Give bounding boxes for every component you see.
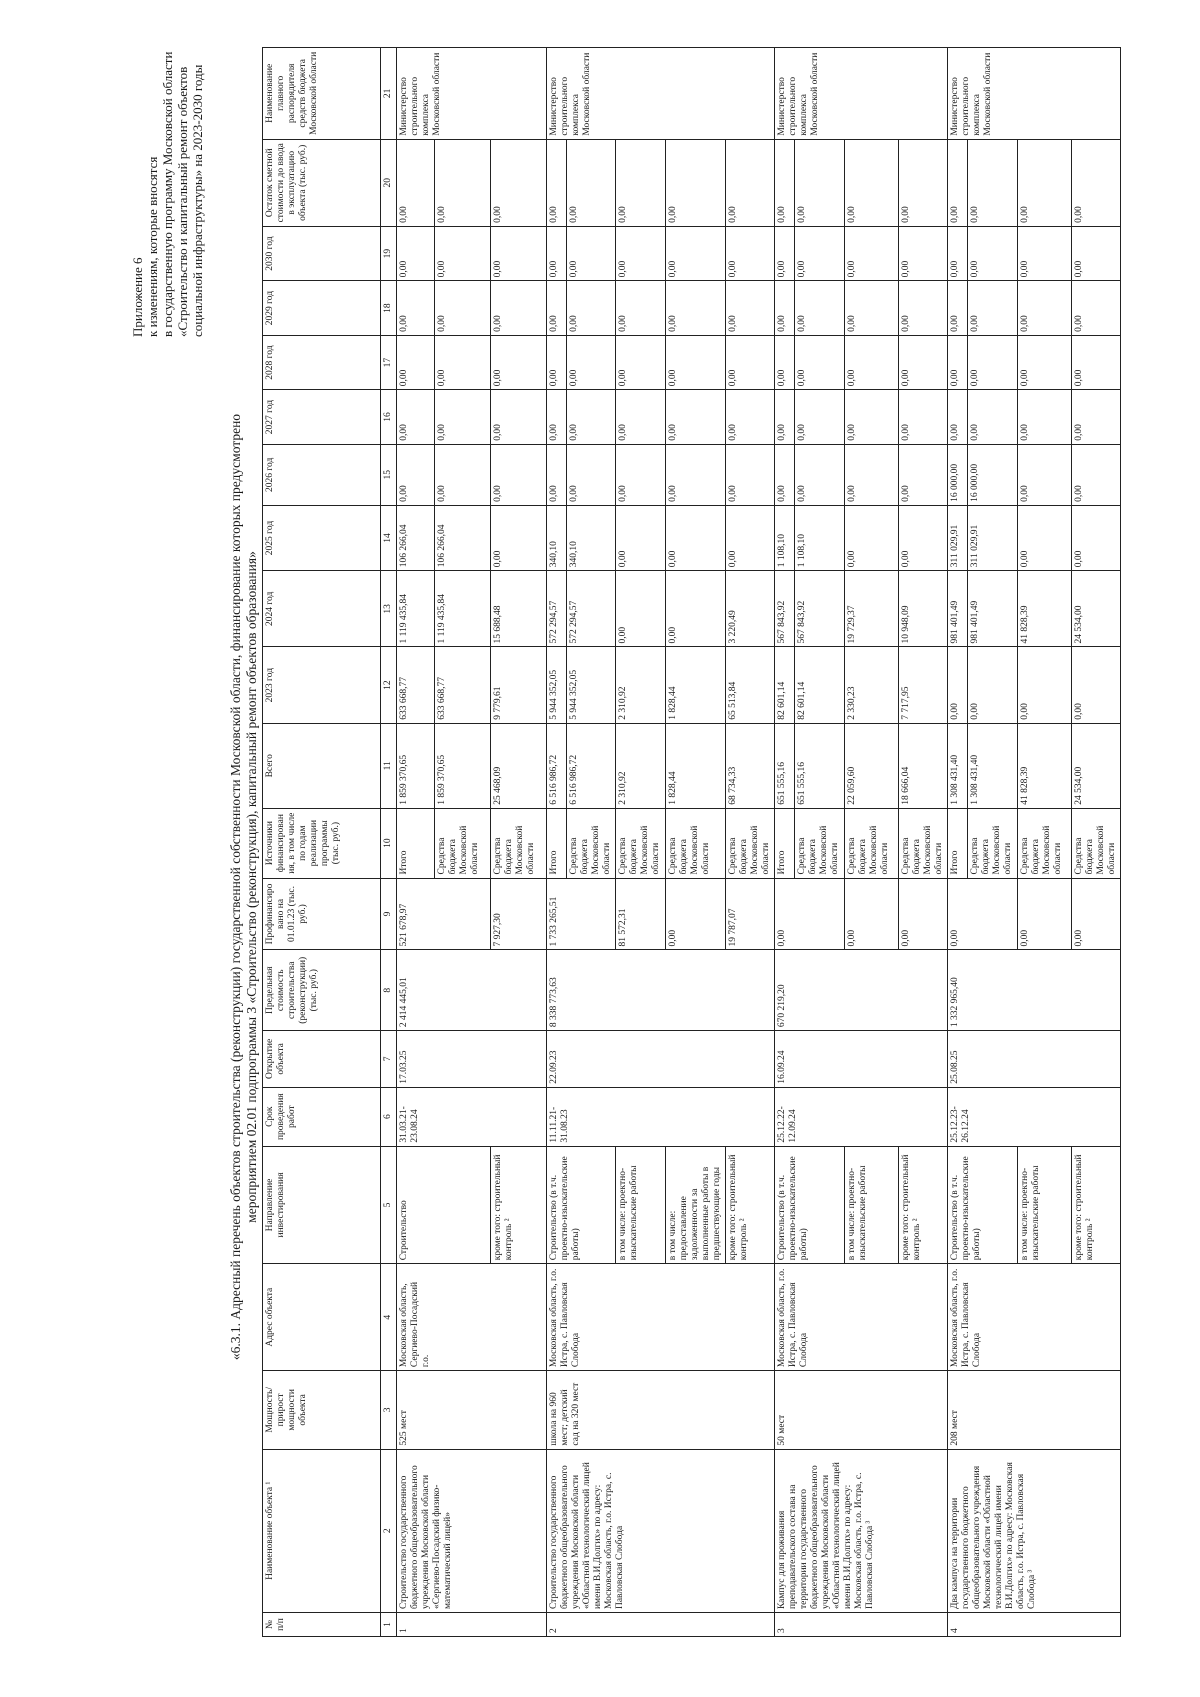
amount-2026: 0,00 <box>726 444 775 505</box>
header-cell: Наименование главного распорядителя средств бюджета Московской области <box>263 48 381 140</box>
amount-2026: 16 000,00 <box>948 444 968 505</box>
amount-2030: 0,00 <box>845 226 899 280</box>
amount-2023: 0,00 <box>1018 647 1072 723</box>
amount-2025: 0,00 <box>845 505 899 570</box>
limit-cost: 8 338 773,63 <box>547 950 775 1031</box>
financed-amount: 0,00 <box>845 878 899 950</box>
amount-2026: 16 000,00 <box>968 444 1018 505</box>
remaining-cost: 0,00 <box>948 139 968 226</box>
object-capacity: школа на 960 мест; детский сад на 320 мест <box>547 1371 775 1449</box>
object-address: Московская область, Сергиево-Посадский г.о. <box>397 1264 547 1371</box>
financed-amount: 0,00 <box>1072 878 1121 950</box>
amount-total: 25 468,09 <box>491 723 547 808</box>
header-cell: Открытие объекта <box>263 1031 381 1088</box>
amount-2028: 0,00 <box>795 335 845 389</box>
amount-2023: 5 944 352,05 <box>547 647 567 723</box>
amount-2025: 1 108,10 <box>795 505 845 570</box>
amount-2028: 0,00 <box>845 335 899 389</box>
column-number: 15 <box>381 444 397 505</box>
work-period: 11.11.21-31.08.23 <box>547 1087 775 1146</box>
opening-date: 16.09.24 <box>775 1031 948 1088</box>
amount-2027: 0,00 <box>435 390 491 444</box>
amount-2024: 567 843,92 <box>775 571 795 647</box>
amount-2030: 0,00 <box>567 226 616 280</box>
remaining-cost: 0,00 <box>666 139 726 226</box>
funding-source: Средства бюджета Московской области <box>1018 808 1072 878</box>
amount-2023: 82 601,14 <box>775 647 795 723</box>
amount-2028: 0,00 <box>1018 335 1072 389</box>
opening-date: 25.08.25 <box>948 1031 1121 1088</box>
object-address: Московская область, г.о. Истра, с. Павловская Слобода <box>547 1264 775 1371</box>
amount-2025: 340,10 <box>567 505 616 570</box>
column-number: 13 <box>381 571 397 647</box>
appendix-line: социальной инфраструктуры» на 2023-2030 годы <box>190 64 205 337</box>
amount-2023: 0,00 <box>968 647 1018 723</box>
funding-source: Средства бюджета Московской области <box>726 808 775 878</box>
investment-direction: в том числе: проектно-изыскательские работы <box>1018 1146 1072 1264</box>
funding-source: Итого <box>948 808 968 878</box>
amount-2027: 0,00 <box>726 390 775 444</box>
header-cell: 2027 год <box>263 390 381 444</box>
amount-total: 651 555,16 <box>775 723 795 808</box>
amount-total: 1 828,44 <box>666 723 726 808</box>
funding-source: Средства бюджета Московской области <box>968 808 1018 878</box>
header-cell: Срок проведения работ <box>263 1087 381 1146</box>
object-capacity: 50 мест <box>775 1371 948 1449</box>
row-number: 2 <box>547 1613 775 1637</box>
address-list-table <box>262 47 1121 1637</box>
amount-2025: 311 029,91 <box>948 505 968 570</box>
amount-2030: 0,00 <box>726 226 775 280</box>
remaining-cost: 0,00 <box>1018 139 1072 226</box>
amount-2027: 0,00 <box>567 390 616 444</box>
amount-2030: 0,00 <box>1072 226 1121 280</box>
amount-2023: 1 828,44 <box>666 647 726 723</box>
amount-2027: 0,00 <box>948 390 968 444</box>
title-line: мероприятием 02.01 подпрограммы 3 «Строительство (реконструкция), капитальный ремонт объектов образования» <box>244 551 259 1223</box>
amount-2029: 0,00 <box>567 281 616 335</box>
amount-2027: 0,00 <box>845 390 899 444</box>
work-period: 25.12.22-12.09.24 <box>775 1087 948 1146</box>
amount-2029: 0,00 <box>397 281 435 335</box>
column-number-row <box>381 48 397 1637</box>
amount-2029: 0,00 <box>845 281 899 335</box>
amount-2023: 65 513,84 <box>726 647 775 723</box>
amount-2027: 0,00 <box>968 390 1018 444</box>
opening-date: 17.03.25 <box>397 1031 547 1088</box>
column-number: 1 <box>381 1613 397 1637</box>
header-cell: 2025 год <box>263 505 381 570</box>
column-number: 16 <box>381 390 397 444</box>
investment-direction: в том числе: проектно-изыскательские работы <box>616 1146 666 1264</box>
amount-2027: 0,00 <box>666 390 726 444</box>
amount-total: 18 666,04 <box>899 723 948 808</box>
financed-amount: 81 572,31 <box>616 878 666 950</box>
appendix-header <box>130 52 205 337</box>
column-number: 2 <box>381 1449 397 1612</box>
remaining-cost: 0,00 <box>726 139 775 226</box>
amount-2025: 0,00 <box>899 505 948 570</box>
amount-total: 1 859 370,65 <box>397 723 435 808</box>
amount-2024: 15 688,48 <box>491 571 547 647</box>
amount-2026: 0,00 <box>899 444 948 505</box>
funding-source: Средства бюджета Московской области <box>666 808 726 878</box>
investment-direction: кроме того: строительный контроль ² <box>726 1146 775 1264</box>
amount-2026: 0,00 <box>397 444 435 505</box>
funding-source: Итого <box>775 808 795 878</box>
header-row <box>263 48 381 1637</box>
amount-2025: 0,00 <box>616 505 666 570</box>
amount-2029: 0,00 <box>1018 281 1072 335</box>
object-name: Строительство государственного бюджетного общеобразовательного учреждения Московской области «Сергиево-Посадский физико-математический лицей» <box>397 1449 547 1612</box>
title-line: «6.3.1. Адресный перечень объектов строительства (реконструкции) государственной собственности Московской области, финансирование которых предусмотрено <box>228 413 243 1361</box>
investment-direction: Строительство <box>397 1146 491 1264</box>
funding-source: Средства бюджета Московской области <box>616 808 666 878</box>
amount-2024: 0,00 <box>666 571 726 647</box>
chief-administrator: Министерство строительного комплекса Московской области <box>948 48 1121 140</box>
amount-2027: 0,00 <box>795 390 845 444</box>
amount-2027: 0,00 <box>491 390 547 444</box>
header-cell: Мощность/ прирост мощности объекта <box>263 1371 381 1449</box>
funding-source: Средства бюджета Московской области <box>567 808 616 878</box>
remaining-cost: 0,00 <box>899 139 948 226</box>
amount-2024: 567 843,92 <box>795 571 845 647</box>
column-number: 14 <box>381 505 397 570</box>
amount-2023: 633 668,77 <box>435 647 491 723</box>
amount-2027: 0,00 <box>616 390 666 444</box>
amount-2024: 19 729,37 <box>845 571 899 647</box>
object-name: Два кампуса на территории государственного бюджетного общеобразовательного учреждения Московской области «Областной технологический лицей имени В.И.Долгих» по адресу: Московская область, г.о. Истра, с. Павловская Слобода ³ <box>948 1449 1121 1612</box>
limit-cost: 2 414 445,01 <box>397 950 547 1031</box>
amount-2023: 0,00 <box>1072 647 1121 723</box>
amount-2029: 0,00 <box>726 281 775 335</box>
investment-direction: Строительство (в т.ч. проектно-изыскательские работы) <box>547 1146 616 1264</box>
header-cell: Предельная стоимость строительства (реконструкции) (тыс. руб.) <box>263 950 381 1031</box>
amount-2029: 0,00 <box>1072 281 1121 335</box>
amount-2024: 3 220,49 <box>726 571 775 647</box>
amount-2024: 0,00 <box>616 571 666 647</box>
amount-2023: 2 310,92 <box>616 647 666 723</box>
remaining-cost: 0,00 <box>1072 139 1121 226</box>
amount-2030: 0,00 <box>547 226 567 280</box>
amount-2025: 340,10 <box>547 505 567 570</box>
amount-total: 6 516 986,72 <box>567 723 616 808</box>
column-number: 21 <box>381 48 397 140</box>
appendix-line: к изменениям, которые вносятся <box>145 156 160 337</box>
appendix-line: «Строительство и капитальный ремонт объектов <box>175 66 190 337</box>
amount-2029: 0,00 <box>775 281 795 335</box>
funding-source: Средства бюджета Московской области <box>435 808 491 878</box>
amount-2028: 0,00 <box>726 335 775 389</box>
remaining-cost: 0,00 <box>567 139 616 226</box>
amount-total: 22 059,60 <box>845 723 899 808</box>
amount-2028: 0,00 <box>899 335 948 389</box>
remaining-cost: 0,00 <box>616 139 666 226</box>
amount-2030: 0,00 <box>491 226 547 280</box>
object-capacity: 208 мест <box>948 1371 1121 1449</box>
amount-2029: 0,00 <box>948 281 968 335</box>
financed-amount: 0,00 <box>1018 878 1072 950</box>
amount-2026: 0,00 <box>1018 444 1072 505</box>
limit-cost: 1 332 965,40 <box>948 950 1121 1031</box>
funding-source: Средства бюджета Московской области <box>1072 808 1121 878</box>
financed-amount: 0,00 <box>775 878 845 950</box>
header-cell: Всего <box>263 723 381 808</box>
object-2-row-1 <box>547 48 567 1637</box>
amount-2029: 0,00 <box>435 281 491 335</box>
investment-direction: кроме того: строительный контроль ² <box>1072 1146 1121 1264</box>
column-number: 11 <box>381 723 397 808</box>
column-number: 7 <box>381 1031 397 1088</box>
financed-amount: 19 787,07 <box>726 878 775 950</box>
amount-2028: 0,00 <box>775 335 795 389</box>
amount-2026: 0,00 <box>547 444 567 505</box>
amount-2024: 1 119 435,84 <box>397 571 435 647</box>
investment-direction: Строительство (в т.ч. проектно-изыскательские работы) <box>948 1146 1018 1264</box>
header-cell: Остаток сметной стоимости до ввода в эксплуатацию объекта (тыс. руб.) <box>263 139 381 226</box>
column-number: 10 <box>381 808 397 878</box>
amount-2023: 82 601,14 <box>795 647 845 723</box>
amount-2023: 9 779,61 <box>491 647 547 723</box>
amount-2026: 0,00 <box>666 444 726 505</box>
funding-source: Средства бюджета Московской области <box>899 808 948 878</box>
amount-total: 41 828,39 <box>1018 723 1072 808</box>
financed-amount: 0,00 <box>948 878 1018 950</box>
header-cell: № п/п <box>263 1613 381 1637</box>
amount-2023: 7 717,95 <box>899 647 948 723</box>
amount-2025: 0,00 <box>1072 505 1121 570</box>
investment-direction: в том числе: предоставление задолженности за выполненные работы в предшествующие годы <box>666 1146 726 1264</box>
amount-2029: 0,00 <box>899 281 948 335</box>
column-number: 17 <box>381 335 397 389</box>
investment-direction: Строительство (в т.ч. проектно-изыскательские работы) <box>775 1146 845 1264</box>
funding-source: Итого <box>397 808 435 878</box>
amount-2027: 0,00 <box>1072 390 1121 444</box>
amount-2028: 0,00 <box>567 335 616 389</box>
amount-2030: 0,00 <box>948 226 968 280</box>
column-number: 18 <box>381 281 397 335</box>
amount-2024: 572 294,57 <box>547 571 567 647</box>
amount-2026: 0,00 <box>775 444 795 505</box>
document-title <box>228 327 260 1447</box>
amount-2029: 0,00 <box>616 281 666 335</box>
amount-2025: 106 266,04 <box>435 505 491 570</box>
amount-2024: 981 401,49 <box>968 571 1018 647</box>
amount-2026: 0,00 <box>845 444 899 505</box>
amount-2030: 0,00 <box>1018 226 1072 280</box>
funding-source: Средства бюджета Московской области <box>795 808 845 878</box>
amount-2030: 0,00 <box>899 226 948 280</box>
column-number: 4 <box>381 1264 397 1371</box>
object-4-row-1 <box>948 48 968 1637</box>
financed-amount: 0,00 <box>666 878 726 950</box>
amount-2025: 0,00 <box>666 505 726 570</box>
amount-2024: 572 294,57 <box>567 571 616 647</box>
header-cell: 2026 год <box>263 444 381 505</box>
amount-total: 24 534,00 <box>1072 723 1121 808</box>
amount-2026: 0,00 <box>616 444 666 505</box>
header-cell: 2024 год <box>263 571 381 647</box>
amount-2030: 0,00 <box>616 226 666 280</box>
amount-2030: 0,00 <box>666 226 726 280</box>
amount-2028: 0,00 <box>948 335 968 389</box>
amount-2023: 2 330,23 <box>845 647 899 723</box>
amount-2026: 0,00 <box>567 444 616 505</box>
header-cell: Профинансировано на 01.01.23 (тыс. руб.) <box>263 878 381 950</box>
amount-2026: 0,00 <box>1072 444 1121 505</box>
amount-total: 651 555,16 <box>795 723 845 808</box>
amount-2030: 0,00 <box>968 226 1018 280</box>
column-number: 5 <box>381 1146 397 1264</box>
row-number: 1 <box>397 1613 547 1637</box>
chief-administrator: Министерство строительного комплекса Московской области <box>547 48 775 140</box>
amount-2029: 0,00 <box>666 281 726 335</box>
amount-2023: 633 668,77 <box>397 647 435 723</box>
amount-2028: 0,00 <box>547 335 567 389</box>
remaining-cost: 0,00 <box>795 139 845 226</box>
object-name: Строительство государственного бюджетного общеобразовательного учреждения Московской области «Областной технологический лицей имени В.И.Долгих» по адресу: Московская область, г.о. Истра, с. Павловская Слобода <box>547 1449 775 1612</box>
column-number: 20 <box>381 139 397 226</box>
remaining-cost: 0,00 <box>968 139 1018 226</box>
amount-2028: 0,00 <box>1072 335 1121 389</box>
financed-amount: 1 733 265,51 <box>547 878 616 950</box>
chief-administrator: Министерство строительного комплекса Московской области <box>775 48 948 140</box>
amount-2024: 1 119 435,84 <box>435 571 491 647</box>
amount-2025: 0,00 <box>491 505 547 570</box>
amount-2028: 0,00 <box>435 335 491 389</box>
object-address: Московская область, г.о. Истра, с. Павловская Слобода <box>948 1264 1121 1371</box>
amount-2025: 0,00 <box>1018 505 1072 570</box>
amount-2028: 0,00 <box>968 335 1018 389</box>
header-cell: 2028 год <box>263 335 381 389</box>
amount-2026: 0,00 <box>795 444 845 505</box>
amount-2029: 0,00 <box>547 281 567 335</box>
row-number: 3 <box>775 1613 948 1637</box>
amount-total: 6 516 986,72 <box>547 723 567 808</box>
appendix-line: в государственную программу Московской области <box>160 51 175 337</box>
funding-source: Средства бюджета Московской области <box>491 808 547 878</box>
header-cell: 2023 год <box>263 647 381 723</box>
amount-total: 2 310,92 <box>616 723 666 808</box>
column-number: 19 <box>381 226 397 280</box>
investment-direction: кроме того: строительный контроль ² <box>899 1146 948 1264</box>
funding-source: Средства бюджета Московской области <box>845 808 899 878</box>
column-number: 9 <box>381 878 397 950</box>
amount-2027: 0,00 <box>899 390 948 444</box>
column-number: 8 <box>381 950 397 1031</box>
column-number: 6 <box>381 1087 397 1146</box>
amount-total: 1 308 431,40 <box>968 723 1018 808</box>
remaining-cost: 0,00 <box>397 139 435 226</box>
amount-2023: 5 944 352,05 <box>567 647 616 723</box>
amount-2025: 311 029,91 <box>968 505 1018 570</box>
work-period: 31.03.21-23.08.24 <box>397 1087 547 1146</box>
amount-2027: 0,00 <box>397 390 435 444</box>
amount-2028: 0,00 <box>616 335 666 389</box>
amount-total: 1 859 370,65 <box>435 723 491 808</box>
amount-2030: 0,00 <box>435 226 491 280</box>
object-name: Кампус для проживания преподавательского состава на территории государственного бюджетного общеобразовательного учреждения Московской области «Областной технологический лицей имени В.И.Долгих» по адресу: Московская область, г.о. Истра, с. Павловская Слобода ³ <box>775 1449 948 1612</box>
amount-2030: 0,00 <box>775 226 795 280</box>
amount-total: 1 308 431,40 <box>948 723 968 808</box>
financed-amount: 0,00 <box>899 878 948 950</box>
object-3-row-1 <box>775 48 795 1637</box>
remaining-cost: 0,00 <box>775 139 795 226</box>
amount-2025: 0,00 <box>726 505 775 570</box>
amount-2027: 0,00 <box>547 390 567 444</box>
funding-source: Итого <box>547 808 567 878</box>
amount-2029: 0,00 <box>491 281 547 335</box>
financed-amount: 521 678,97 <box>397 878 491 950</box>
amount-2024: 981 401,49 <box>948 571 968 647</box>
amount-2024: 41 828,39 <box>1018 571 1072 647</box>
amount-2023: 0,00 <box>948 647 968 723</box>
amount-2027: 0,00 <box>1018 390 1072 444</box>
amount-2027: 0,00 <box>775 390 795 444</box>
remaining-cost: 0,00 <box>435 139 491 226</box>
header-cell: 2029 год <box>263 281 381 335</box>
object-address: Московская область, г.о. Истра, с. Павловская Слобода <box>775 1264 948 1371</box>
amount-2030: 0,00 <box>397 226 435 280</box>
amount-2028: 0,00 <box>491 335 547 389</box>
amount-2029: 0,00 <box>795 281 845 335</box>
work-period: 25.12.23-26.12.24 <box>948 1087 1121 1146</box>
remaining-cost: 0,00 <box>845 139 899 226</box>
column-number: 12 <box>381 647 397 723</box>
header-cell: Направление инвестирования <box>263 1146 381 1264</box>
column-number: 3 <box>381 1371 397 1449</box>
header-cell: Адрес объекта <box>263 1264 381 1371</box>
amount-2026: 0,00 <box>491 444 547 505</box>
object-1-row-1 <box>397 48 435 1637</box>
amount-2025: 106 266,04 <box>397 505 435 570</box>
remaining-cost: 0,00 <box>547 139 567 226</box>
header-cell: Наименование объекта ¹ <box>263 1449 381 1612</box>
amount-2029: 0,00 <box>968 281 1018 335</box>
amount-2030: 0,00 <box>795 226 845 280</box>
amount-2024: 24 534,00 <box>1072 571 1121 647</box>
appendix-line: Приложение 6 <box>130 257 145 337</box>
remaining-cost: 0,00 <box>491 139 547 226</box>
object-capacity: 525 мест <box>397 1371 547 1449</box>
amount-2024: 10 948,09 <box>899 571 948 647</box>
amount-2026: 0,00 <box>435 444 491 505</box>
investment-direction: в том числе: проектно-изыскательские работы <box>845 1146 899 1264</box>
header-cell: 2030 год <box>263 226 381 280</box>
investment-direction: кроме того: строительный контроль ² <box>491 1146 547 1264</box>
row-number: 4 <box>948 1613 1121 1637</box>
limit-cost: 670 219,20 <box>775 950 948 1031</box>
header-cell: Источники финансирования, в том числе по годам реализации программы (тыс. руб.) <box>263 808 381 878</box>
amount-2025: 1 108,10 <box>775 505 795 570</box>
financed-amount: 7 927,30 <box>491 878 547 950</box>
amount-2028: 0,00 <box>397 335 435 389</box>
opening-date: 22.09.23 <box>547 1031 775 1088</box>
amount-total: 68 734,33 <box>726 723 775 808</box>
chief-administrator: Министерство строительного комплекса Московской области <box>397 48 547 140</box>
amount-2028: 0,00 <box>666 335 726 389</box>
